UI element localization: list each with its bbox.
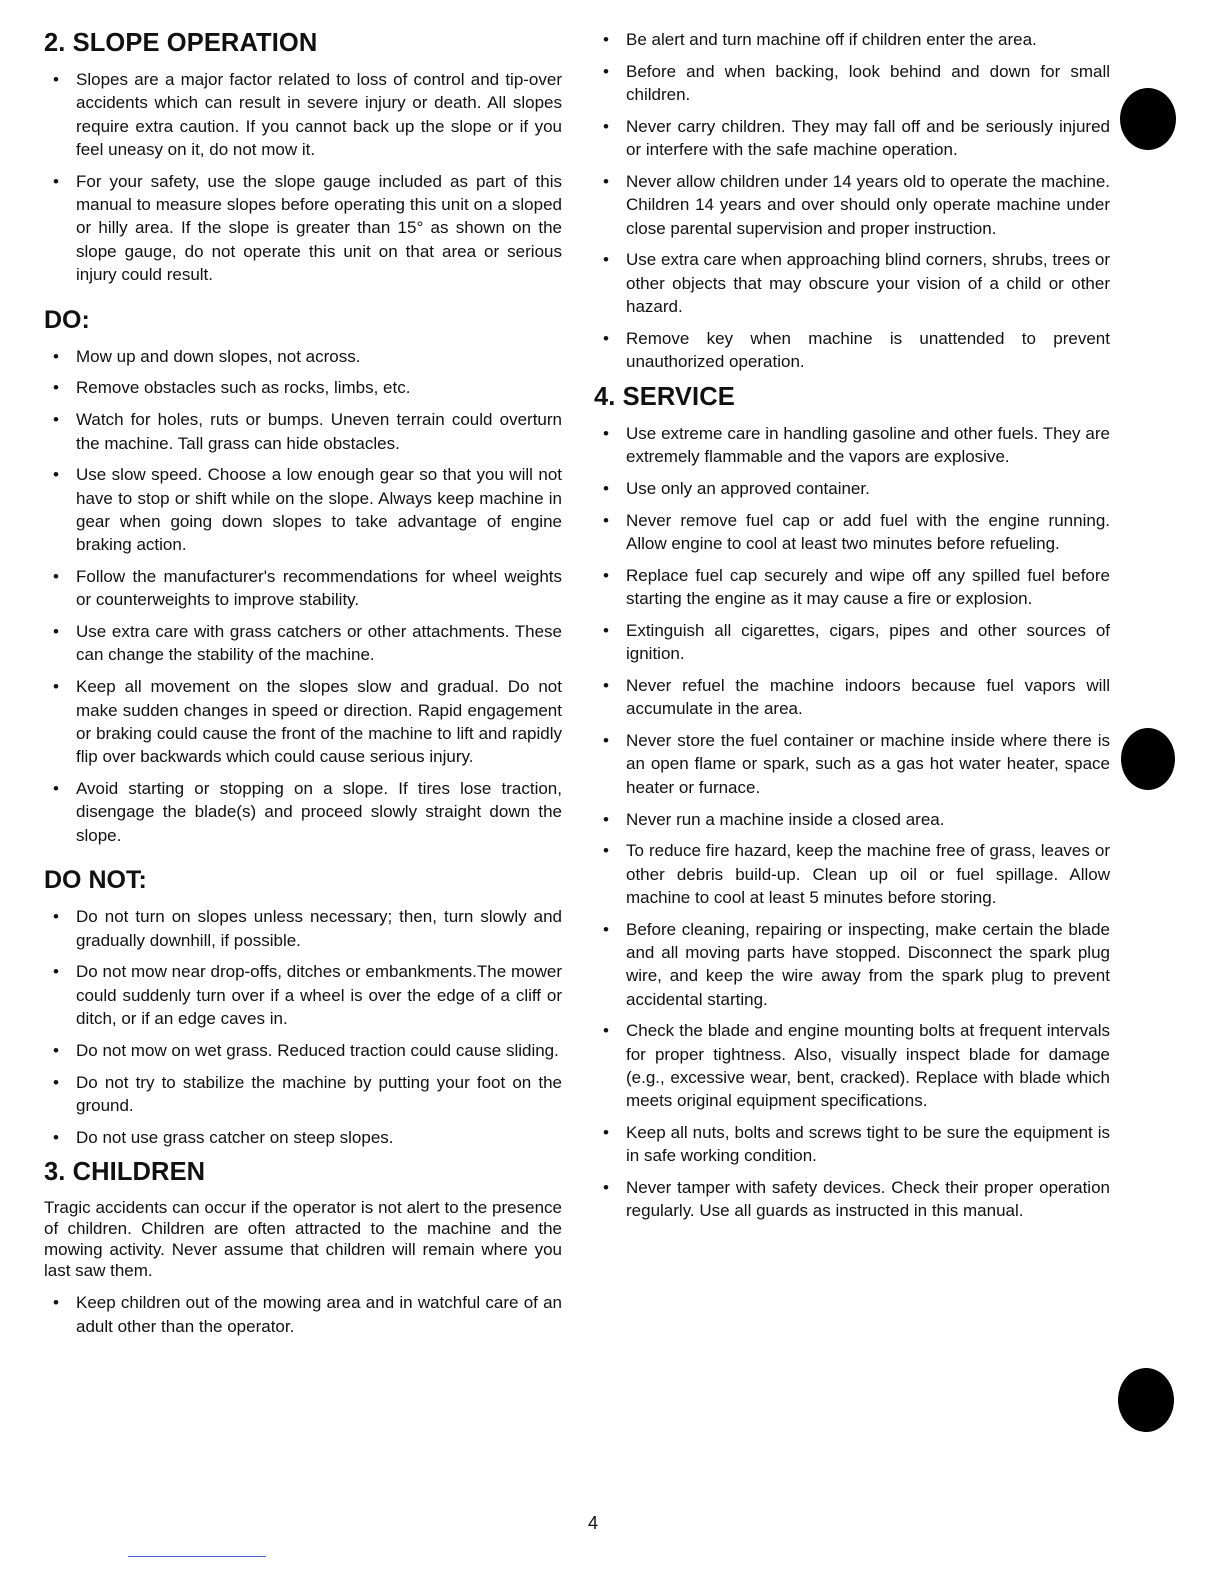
list-item: • Use extra care with grass catchers or other attachments. These can change the stability of the machine. [76, 620, 562, 667]
list-item: • For your safety, use the slope gauge included as part of this manual to measure slopes before operating this unit on a sloped or hilly area. If the slope is greater than 15° as shown on the slope gauge, do not operate this unit on that area or serious injury could result. [76, 170, 562, 286]
list-item: • Before and when backing, look behind and down for small children. [626, 60, 1110, 107]
children-list-continued [594, 28, 1110, 373]
list-item: • Before cleaning, repairing or inspecting, make certain the blade and all moving parts have stopped. Disconnect the spark plug wire, and keep the wire away from the spark plug to prevent accidental starting. [626, 918, 1110, 1011]
list-item: • Keep all nuts, bolts and screws tight to be sure the equipment is in safe working condition. [626, 1121, 1110, 1168]
do-not-list [44, 905, 562, 1149]
list-item: • Never refuel the machine indoors because fuel vapors will accumulate in the area. [626, 674, 1110, 721]
list-item: • Never remove fuel cap or add fuel with the engine running. Allow engine to cool at least two minutes before refueling. [626, 509, 1110, 556]
binder-hole-bottom [1118, 1368, 1174, 1432]
section-title-service: 4. SERVICE [594, 382, 735, 411]
children-intro: Tragic accidents can occur if the operator is not alert to the presence of children. Children are often attracted to the machine and the mowing activity. Never assume that children will remain where you last saw them. [44, 1198, 562, 1281]
list-item: • Never carry children. They may fall off and be seriously injured or interfere with the safe machine operation. [626, 115, 1110, 162]
list-item: • Keep all movement on the slopes slow and gradual. Do not make sudden changes in speed or direction. Rapid engagement or braking could cause the front of the machine to lift and rapidly flip over backwards which could cause serious injury. [76, 675, 562, 768]
list-item: • Do not mow on wet grass. Reduced traction could cause sliding. [76, 1039, 562, 1062]
list-item: • Remove obstacles such as rocks, limbs, etc. [76, 376, 562, 399]
list-item: • Keep children out of the mowing area and in watchful care of an adult other than the operator. [76, 1291, 562, 1338]
list-item: • Use slow speed. Choose a low enough gear so that you will not have to stop or shift while on the slope. Always keep machine in gear when going down slopes to take advantage of engine braking action. [76, 463, 562, 556]
list-item: • Follow the manufacturer's recommendations for wheel weights or counterweights to improve stability. [76, 565, 562, 612]
list-item: • Do not use grass catcher on steep slopes. [76, 1126, 562, 1149]
list-item: • Remove key when machine is unattended to prevent unauthorized operation. [626, 327, 1110, 374]
list-item: • Check the blade and engine mounting bolts at frequent intervals for proper tightness. Also, visually inspect blade for damage (e.g., excessive wear, bent, cracked). Replace with blade which meets original equipment specifications. [626, 1019, 1110, 1112]
list-item: • Be alert and turn machine off if children enter the area. [626, 28, 1110, 51]
list-item: • Watch for holes, ruts or bumps. Uneven terrain could overturn the machine. Tall grass can hide obstacles. [76, 408, 562, 455]
list-item: • Slopes are a major factor related to loss of control and tip-over accidents which can result in severe injury or death. All slopes require extra caution. If you cannot back up the slope or if you feel uneasy on it, do not mow it. [76, 68, 562, 161]
list-item: • Never run a machine inside a closed area. [626, 808, 1110, 831]
list-item: • To reduce fire hazard, keep the machine free of grass, leaves or other debris build-up. Clean up oil or fuel spillage. Allow machine to cool at least 5 minutes before storing. [626, 839, 1110, 909]
left-column [44, 28, 562, 1347]
list-item: • Extinguish all cigarettes, cigars, pipes and other sources of ignition. [626, 619, 1110, 666]
binder-hole-top [1120, 88, 1176, 150]
list-item: • Avoid starting or stopping on a slope. If tires lose traction, disengage the blade(s) and proceed slowly straight down the slope. [76, 777, 562, 847]
subheading-do-not: DO NOT: [44, 866, 147, 895]
slope-list [44, 68, 562, 286]
list-item: • Replace fuel cap securely and wipe off any spilled fuel before starting the engine as it may cause a fire or explosion. [626, 564, 1110, 611]
binder-hole-middle [1121, 728, 1175, 790]
children-list [44, 1291, 562, 1338]
list-item: • Do not try to stabilize the machine by putting your foot on the ground. [76, 1071, 562, 1118]
section-title-children: 3. CHILDREN [44, 1158, 206, 1187]
service-list [594, 422, 1110, 1223]
list-item: • Use extreme care in handling gasoline and other fuels. They are extremely flammable and the vapors are explosive. [626, 422, 1110, 469]
section-title-slope-operation: 2. SLOPE OPERATION [44, 29, 318, 57]
list-item: • Do not mow near drop-offs, ditches or embankments.The mower could suddenly turn over if a wheel is over the edge of a cliff or ditch, or if an edge caves in. [76, 960, 562, 1030]
page-number: 4 [587, 1513, 598, 1533]
subheading-do: DO: [44, 305, 90, 334]
list-item: • Use only an approved container. [626, 477, 1110, 500]
list-item: • Never store the fuel container or machine inside where there is an open flame or spark, such as a gas hot water heater, space heater or furnace. [626, 729, 1110, 799]
list-item: • Do not turn on slopes unless necessary; then, turn slowly and gradually downhill, if possible. [76, 905, 562, 952]
right-column [594, 28, 1110, 1231]
list-item: • Never allow children under 14 years old to operate the machine. Children 14 years and over should only operate machine under close parental supervision and proper instruction. [626, 170, 1110, 240]
footer-rule [128, 1556, 266, 1557]
list-item: • Never tamper with safety devices. Check their proper operation regularly. Use all guards as instructed in this manual. [626, 1176, 1110, 1223]
list-item: • Mow up and down slopes, not across. [76, 345, 562, 368]
do-list [44, 345, 562, 847]
list-item: • Use extra care when approaching blind corners, shrubs, trees or other objects that may obscure your vision of a child or other hazard. [626, 248, 1110, 318]
